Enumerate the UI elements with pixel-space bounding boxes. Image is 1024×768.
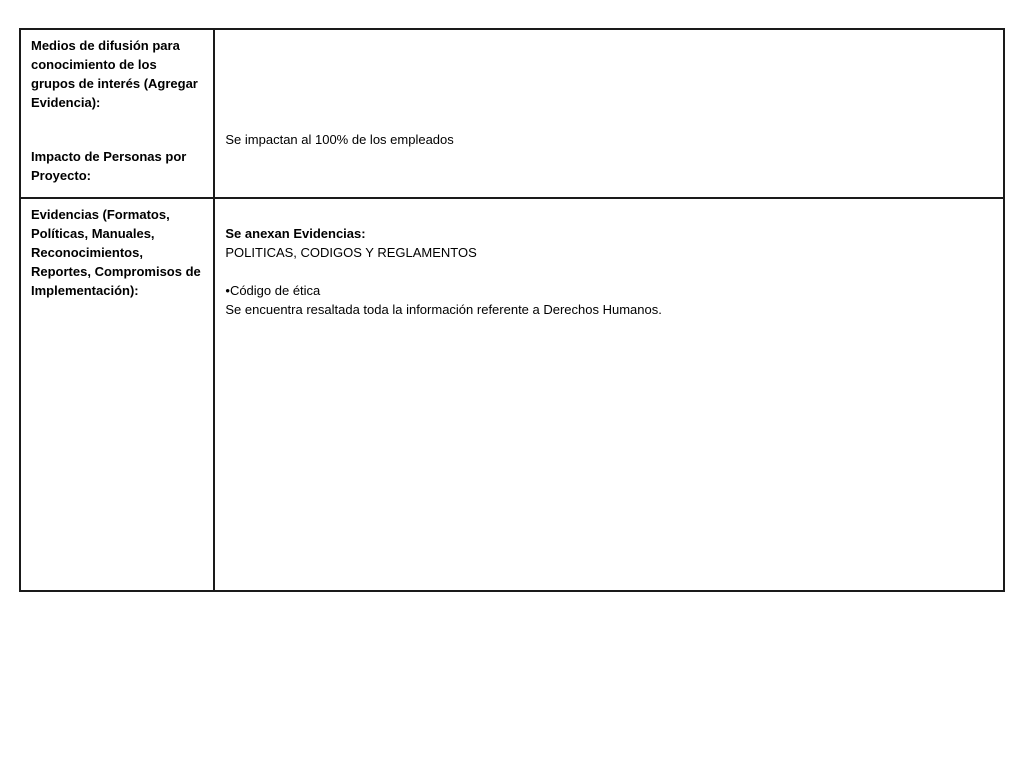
evidence-line-code-ethics: •Código de ética	[225, 283, 321, 298]
evidence-table	[19, 28, 1005, 592]
impact-value: Se impactan al 100% de los empleados	[225, 132, 454, 147]
table-row	[20, 198, 1004, 591]
evidence-content	[215, 199, 1003, 319]
label-medios-difusion: Medios de difusión para conocimiento de los grupos de interés (Agregar Evidencia):	[31, 38, 198, 110]
evidence-line-policies: POLITICAS, CODIGOS Y REGLAMENTOS	[225, 245, 477, 260]
evidence-line-human-rights: Se encuentra resaltada toda la información referente a Derechos Humanos.	[225, 302, 662, 317]
label-evidencias: Evidencias (Formatos, Políticas, Manuales, Reconocimientos, Reportes, Compromisos de Implementación):	[31, 207, 201, 298]
label-impacto-personas: Impacto de Personas por Proyecto:	[31, 149, 187, 183]
evidence-heading: Se anexan Evidencias:	[225, 226, 366, 241]
blank-line	[225, 262, 993, 281]
label-cell	[20, 29, 214, 198]
label-cell	[20, 198, 214, 591]
value-cell	[214, 29, 1004, 198]
table-row	[20, 29, 1004, 198]
value-cell	[214, 198, 1004, 591]
